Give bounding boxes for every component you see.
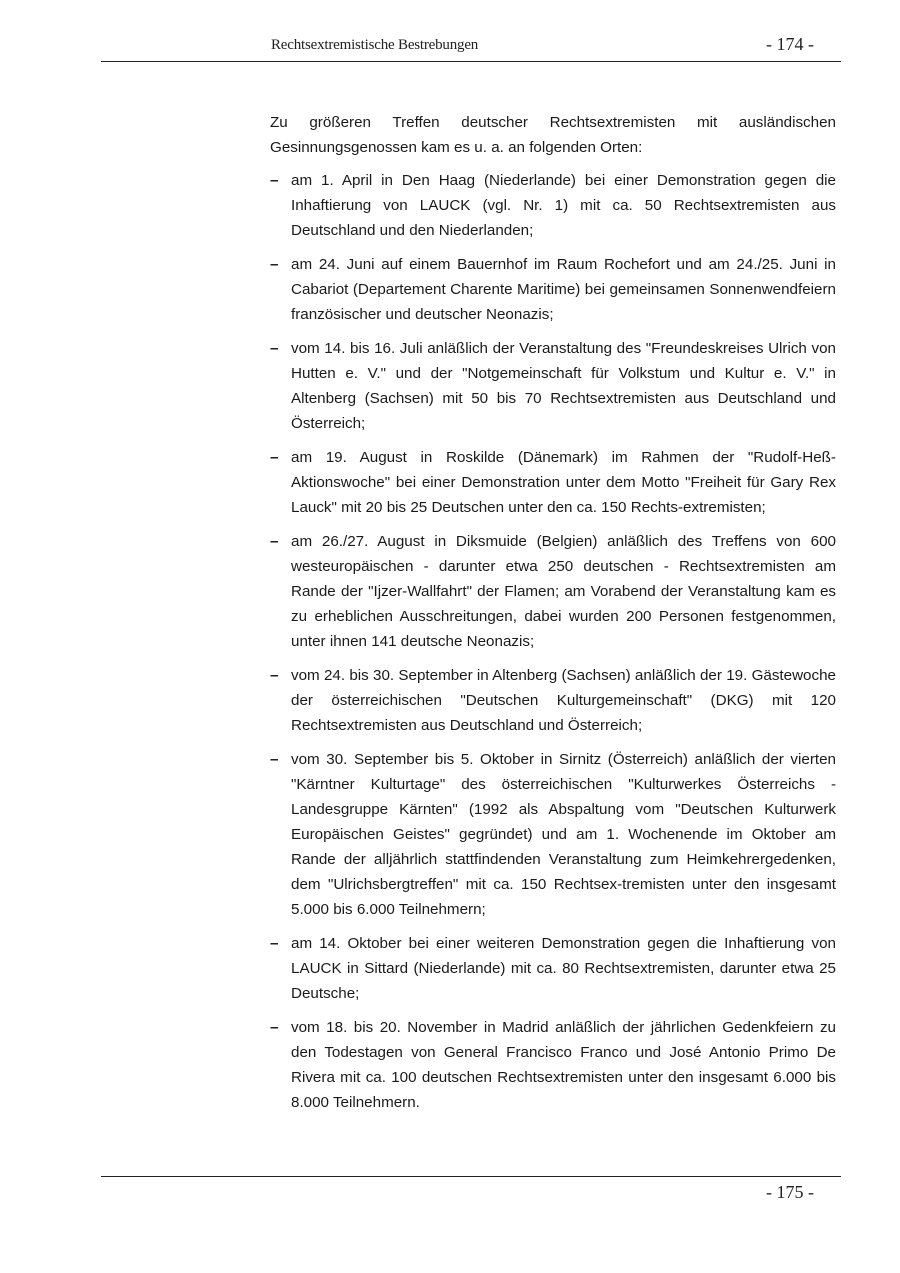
list-item [270,747,836,922]
list-item-text: am 14. Oktober bei einer weiteren Demonstration gegen die Inhaftierung von LAUCK in Sittard (Niederlande) mit ca. 80 Rechtsextremisten, darunter etwa 25 Deutsche; [291,935,836,1002]
header-page-number: - 174 - [766,34,814,54]
list-item-text: vom 18. bis 20. November in Madrid anläßlich der jährlichen Gedenkfeiern zu den Todestagen von General Francisco Franco und José Antonio Primo De Rivera mit ca. 100 deutschen Rechtsextremisten unter den insgesamt 6.000 bis 8.000 Teilnehmern. [291,1019,836,1111]
dash-bullet-icon: – [270,256,279,273]
meeting-list [270,168,836,1115]
dash-bullet-icon: – [270,751,279,768]
intro-paragraph: Zu größeren Treffen deutscher Rechtsextremisten mit ausländischen Gesinnungsgenossen kam es u. a. an folgenden Orten: [270,114,836,156]
dash-bullet-icon: – [270,172,279,189]
dash-bullet-icon: – [270,449,279,466]
list-item-text: am 24. Juni auf einem Bauernhof im Raum Rochefort und am 24./25. Juni in Cabariot (Departement Charente Maritime) bei gemeinsamen Sonnenwendfeiern französischer und deutscher Neonazis; [291,256,836,323]
list-item-text: vom 14. bis 16. Juli anläßlich der Veranstaltung des "Freundeskreises Ulrich von Hutten e. V." und der "Notgemeinschaft für Volkstum und Kultur e. V." in Altenberg (Sachsen) mit 50 bis 70 Rechtsextremisten aus Deutschland und Österreich; [291,340,836,432]
dash-bullet-icon: – [270,533,279,550]
list-item-text: am 19. August in Roskilde (Dänemark) im Rahmen der "Rudolf-Heß-Aktionswoche" bei einer Demonstration unter dem Motto "Freiheit für Gary Rex Lauck" mit 20 bis 25 Deutschen unter den ca. 150 Rechts-extremisten; [291,449,836,516]
list-item [270,252,836,327]
list-item-text: vom 30. September bis 5. Oktober in Sirnitz (Österreich) anläßlich der vierten "Kärntner Kulturtage" des österreichischen "Kulturwerkes Österreichs - Landesgruppe Kärnten" (1992 als Abspaltung vom "Deutschen Kulturwerk Europäischen Geistes" gegründet) und am 1. Wochenende im Oktober am Rande der alljährlich stattfindenden Veranstaltung zum Heimkehrergedenken, dem "Ulrichsbergtreffen" mit ca. 150 Rechtsex-tremisten unter den insgesamt 5.000 bis 6.000 Teilnehmern; [291,751,836,918]
page-header [101,30,841,62]
list-item-text: am 26./27. August in Diksmuide (Belgien) anläßlich des Treffens von 600 westeuropäischen - darunter etwa 250 deutschen - Rechtsextremisten am Rande der "Ijzer-Wallfahrt" der Flamen; am Vorabend der Veranstaltung kam es zu erheblichen Ausschreitungen, dabei wurden 200 Personen festgenommen, unter ihnen 141 deutsche Neonazis; [291,533,836,650]
document-body [270,110,836,1124]
dash-bullet-icon: – [270,340,279,357]
list-item [270,663,836,738]
list-item [270,931,836,1006]
list-item [270,336,836,436]
list-item [270,529,836,654]
list-item-text: vom 24. bis 30. September in Altenberg (Sachsen) anläßlich der 19. Gästewoche der österreichischen "Deutschen Kulturgemeinschaft" (DKG) mit 120 Rechtsextremisten aus Deutschland und Österreich; [291,667,836,734]
dash-bullet-icon: – [270,935,279,952]
dash-bullet-icon: – [270,667,279,684]
page-footer [101,1176,841,1202]
list-item [270,445,836,520]
list-item-text: am 1. April in Den Haag (Niederlande) bei einer Demonstration gegen die Inhaftierung von LAUCK (vgl. Nr. 1) mit ca. 50 Rechtsextremisten aus Deutschland und den Niederlanden; [291,172,836,239]
footer-page-number: - 175 - [766,1182,814,1202]
running-title: Rechtsextremistische Bestrebungen [271,37,479,53]
list-item [270,1015,836,1115]
list-item [270,168,836,243]
dash-bullet-icon: – [270,1019,279,1036]
